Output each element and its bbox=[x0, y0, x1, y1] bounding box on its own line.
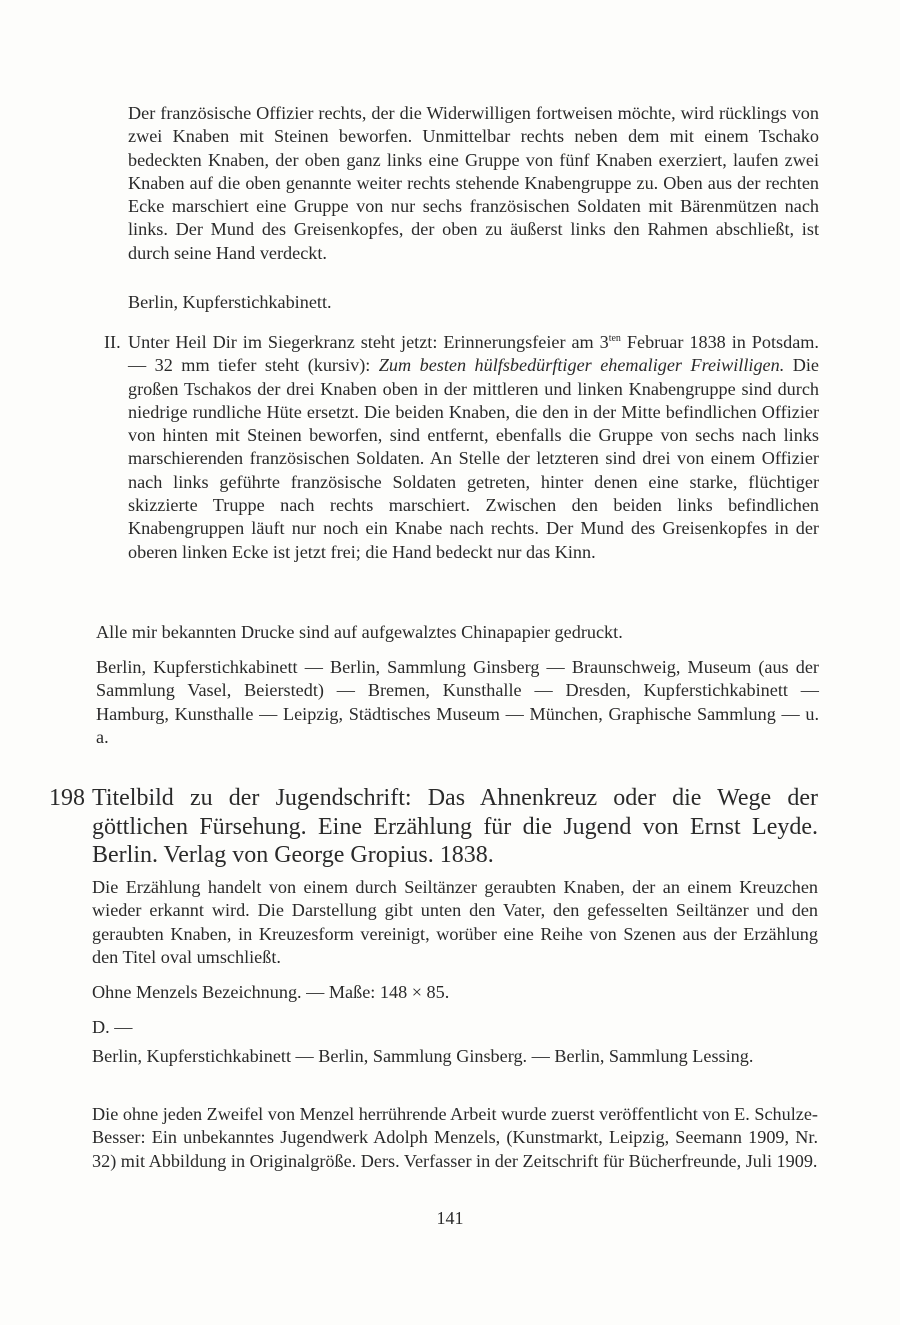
entry-publication: Die ohne jeden Zweifel von Menzel herrührende Arbeit wurde zuerst veröffentlicht von E. Schulze-Besser: Ein unbekanntes Jugendwerk Adolph Menzels, (Kunstmarkt, Leipzig, Seemann 1909, Nr. 32) mit Abbildung in Originalgröße. Ders. Verfasser in der Zeitschrift für Bücherfreunde, Juli 1909. bbox=[92, 1104, 818, 1171]
prints-note: Alle mir bekannten Drucke sind auf aufgewalztes Chinapapier gedruckt. bbox=[96, 622, 623, 642]
ordinal-superscript: ten bbox=[608, 333, 621, 344]
state-two-intro: Unter Heil Dir im Siegerkranz steht jetzt: Erinnerungsfeier am 3 bbox=[128, 332, 609, 352]
state-two-description bbox=[128, 331, 819, 564]
entry-measures: Ohne Menzels Bezeichnung. — Maße: 148 × 85. bbox=[92, 982, 450, 1002]
page-number: 141 bbox=[436, 1208, 464, 1228]
state-one-description: Der französische Offizier rechts, der die Widerwilligen fortweisen möchte, wird rücklings von zwei Knaben mit Steinen beworfen. Unmittelbar rechts neben dem mit einem Tschako bedeckten Knaben, der oben ganz links eine Gruppe von fünf Knaben exerziert, laufen zwei Knaben auf die oben genannte weiter rechts stehende Knabengruppe zu. Oben aus der rechten Ecke marschiert eine Gruppe von nur sechs französischen Soldaten mit Bärenmützen nach links. Der Mund des Greisenkopfes, der oben zu äußerst links den Rahmen abschließt, ist durch seine Hand verdeckt. bbox=[128, 103, 819, 263]
state-one-location: Berlin, Kupferstichkabinett. bbox=[128, 292, 332, 312]
entry-reference: D. — bbox=[92, 1017, 133, 1037]
entry-locations: Berlin, Kupferstichkabinett — Berlin, Sammlung Ginsberg. — Berlin, Sammlung Lessing. bbox=[92, 1046, 754, 1066]
state-two-intro-cont: Februar 1838 in Potsdam. — 32 mm tiefer steht (kursiv): bbox=[128, 332, 819, 376]
collections-list: Berlin, Kupferstichkabinett — Berlin, Sammlung Ginsberg — Braunschweig, Museum (aus der Sammlung Vasel, Beierstedt) — Bremen, Kunsthalle — Dresden, Kupferstichkabinett — Hamburg, Kunsthalle — Leipzig, Städtisches Museum — München, Graphische Sammlung — u. a. bbox=[96, 657, 819, 747]
entry-title: Titelbild zu der Jugendschrift: Das Ahnenkreuz oder die Wege der göttlichen Fürsehung. Eine Erzählung für die Jugend von Ernst Leyde. Berlin. Verlag von George Gropius. 1838. bbox=[92, 785, 818, 868]
state-two-rest: Die großen Tschakos der drei Knaben oben in der mittleren und linken Knabengruppe sind durch niedrige rundliche Hüte ersetzt. Die beiden Knaben, die den in der Mitte befindlichen Offizier von hinten mit Steinen beworfen, sind entfernt, ebenfalls die Gruppe von sechs nach links marschierenden französischen Soldaten. An Stelle der letzteren sind drei von einem Offizier nach links geführte französische Soldaten getreten, hinter denen eine starke, flüchtiger skizzierte Truppe nach rechts marschiert. Zwischen den beiden links befindlichen Knabengruppen läuft nur noch ein Knabe nach rechts. Der Mund des Greisenkopfes in der oberen linken Ecke ist jetzt frei; die Hand bedeckt nur das Kinn. bbox=[128, 355, 819, 562]
entry-number: 198 bbox=[49, 785, 85, 811]
state-numeral: II. bbox=[104, 332, 121, 352]
italic-inscription: Zum besten hülfsbedürftiger ehemaliger Freiwilligen. bbox=[378, 355, 785, 376]
entry-description: Die Erzählung handelt von einem durch Seiltänzer geraubten Knaben, der an einem Kreuzchen wieder erkannt wird. Die Darstellung gibt unten den Vater, den gefesselten Seiltänzer und den geraubten Knaben, in Kreuzesform vereinigt, worüber eine Reihe von Szenen aus der Erzählung den Titel oval umschließt. bbox=[92, 877, 818, 967]
